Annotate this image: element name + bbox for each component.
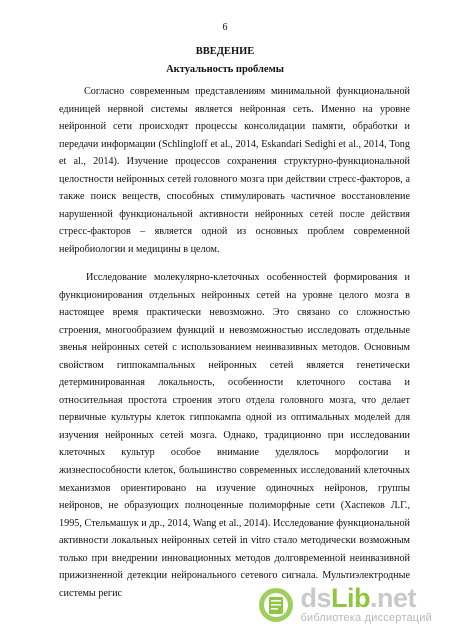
watermark-brand: dsLib.net: [300, 583, 416, 613]
dslib-watermark: [257, 585, 432, 624]
dslib-logo-icon: [257, 586, 295, 624]
paragraph-relevance: Согласно современным представлениям минимальной функциональной единицей нервной системы является нейронная сеть. Именно на уровне нейронной сети происходят процессы консолидации памяти, обработки и передачи информации (Schlingloff et al., 2014, Eskandari Sedighi et al., 2014, Tong et al., 2014). Изучение процессов сохранения структурно-функциональной целостности нейронных сетей головного мозга при действии стресс-факторов, а также поиск веществ, способных стимулировать частичное восстановление нарушенной функциональной активности нейронных сетей после действия стресс-факторов – является одной из основных проблем современной нейробиологии и медицины в целом.: [59, 86, 410, 255]
watermark-tagline: библиотека диссертаций: [300, 612, 432, 624]
section-title: ВВЕДЕНИЕ: [195, 46, 255, 57]
section-subtitle: Актуальность проблемы: [166, 64, 284, 75]
page-number: 6: [222, 22, 228, 33]
paragraph-research: Исследование молекулярно-клеточных особенностей формирования и функционирования отдельных нейронных сетей на уровне целого мозга в настоящее время практически невозможно. Это связано со сложностью строения, многообразием функций и невозможностью исследовать отдельные звенья нейронных сетей с использованием неинвазивных методов. Основным свойством гиппокампальных нейронных сетей является генетически детерминированная локальность, особенности клеточного состава и относительная простота строения этого отдела головного мозга, что делает первичные культуры клеток гиппокампа одной из оптимальных моделей для изучения нейронных сетей мозга. Однако, традиционно при исследовании клеточных культур особое внимание уделялось морфологии и жизнеспособности клеток, большинство современных исследований клеточных механизмов ориентировано на изучение одиночных нейронов, группы нейронов, не образующих полноценные полиморфные сети (Хаспеков Л.Г., 1995, Стельмашук и др., 2014, Wang et al., 2014). Исследование функциональной активности локальных нейронных сетей in vitro стало методически возможным только при внедрении инновационных методов долговременной неинвазивной прижизненной детекции нейронального сетевого сигнала. Мультиэлектродные системы регис: [59, 272, 410, 599]
